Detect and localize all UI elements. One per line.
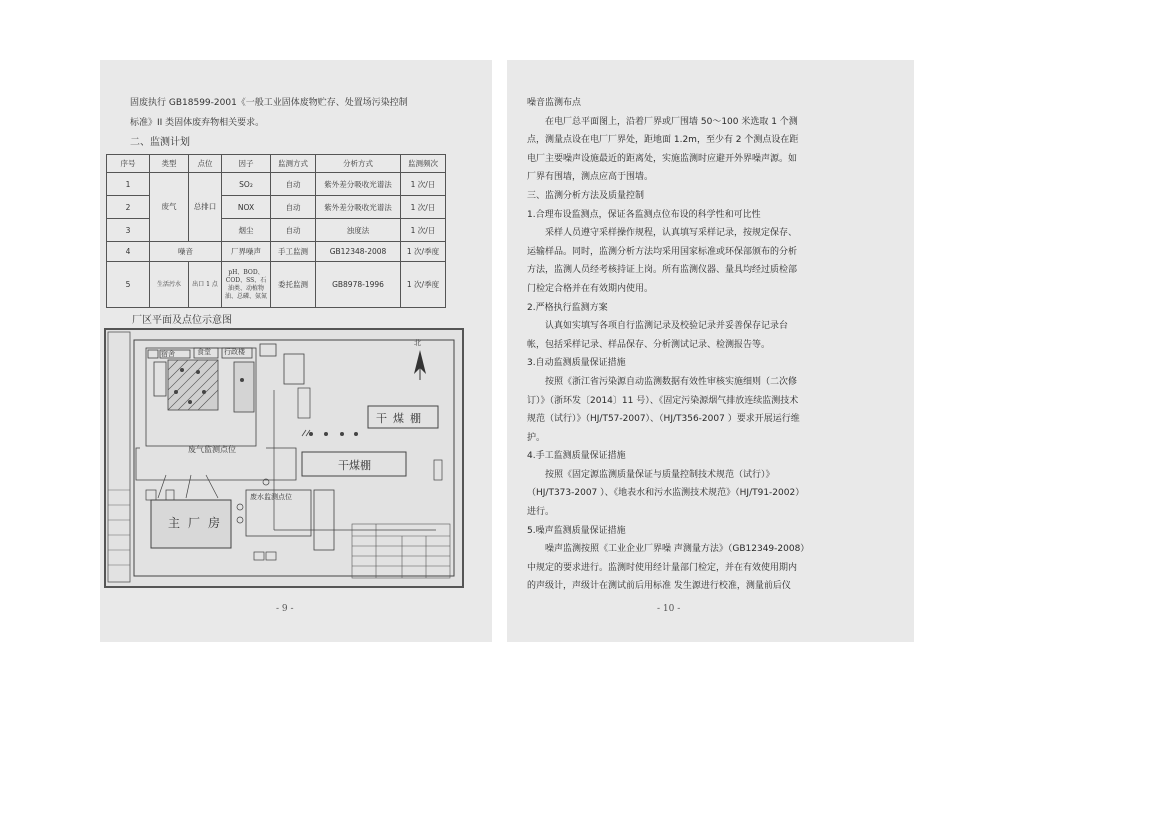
method: 手工监测 — [271, 242, 316, 262]
gas-location-cell: 总排口 — [189, 173, 222, 242]
row-no: 3 — [107, 219, 150, 242]
analysis: GB8978-1996 — [316, 262, 401, 308]
col-header: 监测频次 — [401, 155, 446, 173]
text-line: 运输样品。同时，监测分析方法均采用国家标准或环保部颁布的分析 — [527, 246, 798, 257]
table-row — [107, 173, 446, 196]
text-line: 点，测量点设在电厂厂界处，距地面 1.2m，至少有 2 个测点设在距 — [527, 135, 799, 146]
type: 噪音 — [150, 242, 222, 262]
factor: 厂界噪声 — [222, 242, 271, 262]
text-line: 规范（试行）》（HJ/T57-2007）、（HJ/T356-2007 ）要求开展运行维 — [527, 414, 800, 425]
text-line: 噪声监测按照《工业企业厂界噪 声测量方法》（GB12349-2008） — [545, 544, 810, 555]
text-line: 1.合理布设监测点，保证各监测点位布设的科学性和可比性 — [527, 209, 761, 220]
col-header: 分析方式 — [316, 155, 401, 173]
frequency: 1 次/季度 — [401, 242, 446, 262]
method: 自动 — [271, 196, 316, 219]
map-title: 厂区平面及点位示意图 — [132, 315, 232, 326]
text-line: 中规定的要求进行。监测时使用经计量部门检定，并在有效使用期内 — [527, 562, 798, 573]
text-line: 5.噪声监测质量保证措施 — [527, 525, 626, 536]
gas-monitoring-points-label: 废气监测点位 — [188, 445, 236, 454]
coal-shed-label: 干煤棚 — [376, 412, 427, 425]
text-line: 厂界有围墙，测点应高于围墙。 — [527, 172, 654, 183]
frequency: 1 次/季度 — [401, 262, 446, 308]
canteen-label: 食堂 — [197, 348, 211, 356]
text-line: 按照《浙江省污染源自动监测数据有效性审核实施细则（二次修 — [545, 376, 798, 387]
row-no: 2 — [107, 196, 150, 219]
section-title: 二、监测计划 — [130, 137, 190, 148]
text-line: 订）》（浙环发〔2014〕11 号）、《固定污染源烟气排放连续监测技术 — [527, 395, 799, 406]
monitoring-plan-table — [106, 154, 446, 308]
table-row — [107, 262, 446, 308]
main-plant-label: 主厂房 — [168, 516, 229, 530]
dorm-label: 宿舍 — [161, 350, 175, 358]
text-line: （HJ/T373-2007 ）、《地表水和污水监测技术规范》（HJ/T91-2002） — [527, 488, 805, 499]
water-monitoring-points-label: 废水监测点位 — [250, 493, 292, 501]
section-heading: 三、监测分析方法及质量控制 — [527, 190, 645, 201]
gas-type-cell: 废气 — [150, 173, 189, 242]
row-no: 1 — [107, 173, 150, 196]
text-line: 的声级计，声级计在测试前后用标准 发生源进行校准，测量前后仪 — [527, 581, 791, 592]
text-line: 按照《固定源监测质量保证与质量控制技术规范（试行）》 — [545, 469, 775, 480]
factor: 烟尘 — [222, 219, 271, 242]
plant-layout-map — [104, 328, 464, 588]
north-arrow-label: 北 — [414, 339, 421, 347]
right-page — [507, 60, 914, 642]
table-row — [107, 242, 446, 262]
analysis: 浊度法 — [316, 219, 401, 242]
col-header: 因子 — [222, 155, 271, 173]
col-header: 类型 — [150, 155, 189, 173]
page-number: - 10 - — [657, 604, 681, 614]
analysis: 紫外差分吸收光谱法 — [316, 173, 401, 196]
row-no: 5 — [107, 262, 150, 308]
method: 委托监测 — [271, 262, 316, 308]
analysis: 紫外差分吸收光谱法 — [316, 196, 401, 219]
text-line: 3.自动监测质量保证措施 — [527, 358, 626, 369]
text-line: 4.手工监测质量保证措施 — [527, 451, 626, 462]
text-line: 采样人员遵守采样操作规程，认真填写采样记录，按规定保存、 — [545, 228, 798, 239]
plant-layout-drawing — [106, 330, 462, 586]
col-header: 序号 — [107, 155, 150, 173]
left-page — [100, 60, 492, 642]
frequency: 1 次/日 — [401, 196, 446, 219]
text-line: 认真如实填写各项自行监测记录及校验记录并妥善保存记录台 — [545, 321, 789, 332]
text-line: 进行。 — [527, 507, 555, 518]
text-line: 门检定合格并在有效期内使用。 — [527, 283, 654, 294]
text-line: 在电厂总平面图上，沿着厂界或厂围墙 50～100 米选取 1 个测 — [545, 116, 798, 127]
factor: NOX — [222, 196, 271, 219]
right-page-text — [527, 94, 895, 596]
text-line: 噪音监测布点 — [527, 98, 582, 108]
col-header: 点位 — [189, 155, 222, 173]
analysis: GB12348-2008 — [316, 242, 401, 262]
factor: SO₂ — [222, 173, 271, 196]
coal-shed-label: 干煤棚 — [338, 459, 371, 472]
text-line: 护。 — [527, 432, 546, 443]
factor: pH、BOD、COD、SS、石油类、动植物油、总磷、氨氮 — [222, 262, 271, 308]
type: 生活污水 — [150, 262, 189, 308]
frequency: 1 次/日 — [401, 219, 446, 242]
method: 自动 — [271, 219, 316, 242]
method: 自动 — [271, 173, 316, 196]
text-line: 电厂主要噪声设施最近的距离处，实施监测时应避开外界噪声源。如 — [527, 153, 798, 164]
location: 出口 1 点 — [189, 262, 222, 308]
col-header: 监测方式 — [271, 155, 316, 173]
text-line: 帐，包括采样记录、样品保存、分析测试记录、检测报告等。 — [527, 339, 771, 350]
text-line: 方法，监测人员经考核持证上岗。所有监测仪器、量具均经过质检部 — [527, 265, 798, 276]
table-header-row — [107, 155, 446, 173]
frequency: 1 次/日 — [401, 173, 446, 196]
intro-line-1: 固废执行 GB18599-2001《一般工业固体废物贮存、处置场污染控制 — [130, 98, 408, 108]
intro-line-2: 标准》II 类固体废弃物相关要求。 — [130, 118, 265, 128]
row-no: 4 — [107, 242, 150, 262]
office-label: 行政楼 — [224, 348, 245, 356]
text-line: 2.严格执行监测方案 — [527, 302, 608, 313]
page-number: - 9 - — [276, 604, 294, 614]
